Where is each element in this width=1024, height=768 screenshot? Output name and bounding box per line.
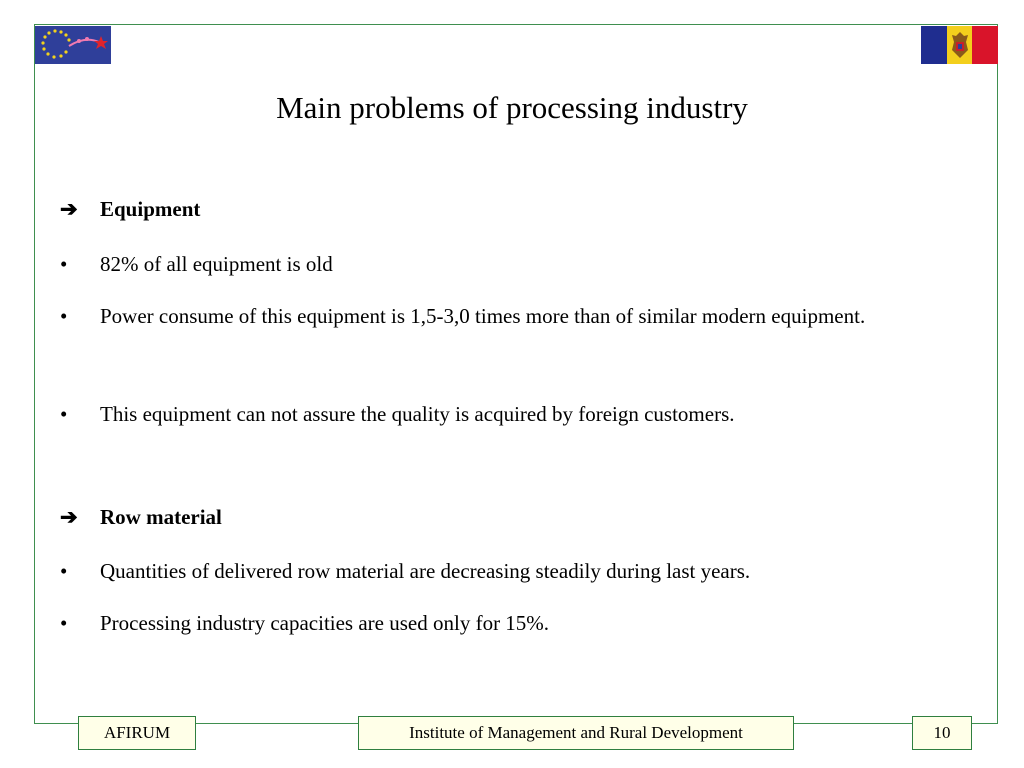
flag-red-band xyxy=(972,26,998,64)
list-item-text: 82% of all equipment is old xyxy=(100,252,333,276)
list-item xyxy=(60,390,940,438)
list-item-text: Quantities of delivered row material are decreasing steadily during last years. xyxy=(100,559,751,583)
coat-of-arms-icon xyxy=(950,30,970,60)
list-item-text: This equipment can not assure the quality is acquired by foreign customers. xyxy=(100,402,735,426)
section-heading-text: Equipment xyxy=(100,197,201,221)
bullet-icon: • xyxy=(60,611,68,635)
moldova-flag-icon xyxy=(921,26,998,64)
bullet-icon: • xyxy=(60,559,68,583)
footer-page-number: 10 xyxy=(912,716,972,750)
arrow-right-icon: ➔ xyxy=(60,197,78,221)
section-heading-text: Row material xyxy=(100,505,222,529)
bullet-icon: • xyxy=(60,252,68,276)
bullet-icon: • xyxy=(60,304,68,328)
footer-institute: Institute of Management and Rural Development xyxy=(358,716,794,750)
list-item xyxy=(60,599,940,647)
section-heading-equipment xyxy=(60,197,200,222)
bullet-icon: • xyxy=(60,402,68,426)
list-item-text: Processing industry capacities are used only for 15%. xyxy=(100,611,550,635)
flag-yellow-band xyxy=(947,26,973,64)
list-item xyxy=(60,240,940,288)
footer-organization: AFIRUM xyxy=(78,716,196,750)
flag-blue-band xyxy=(921,26,947,64)
list-item-text: Power consume of this equipment is 1,5-3,0 times more than of similar modern equipment. xyxy=(100,304,866,328)
eu-stars-logo-icon xyxy=(35,26,111,64)
arrow-right-icon: ➔ xyxy=(60,505,78,529)
slide-title: Main problems of processing industry xyxy=(276,90,748,125)
list-item xyxy=(60,292,940,340)
list-item xyxy=(60,547,940,595)
section-heading-row-material xyxy=(60,505,222,530)
